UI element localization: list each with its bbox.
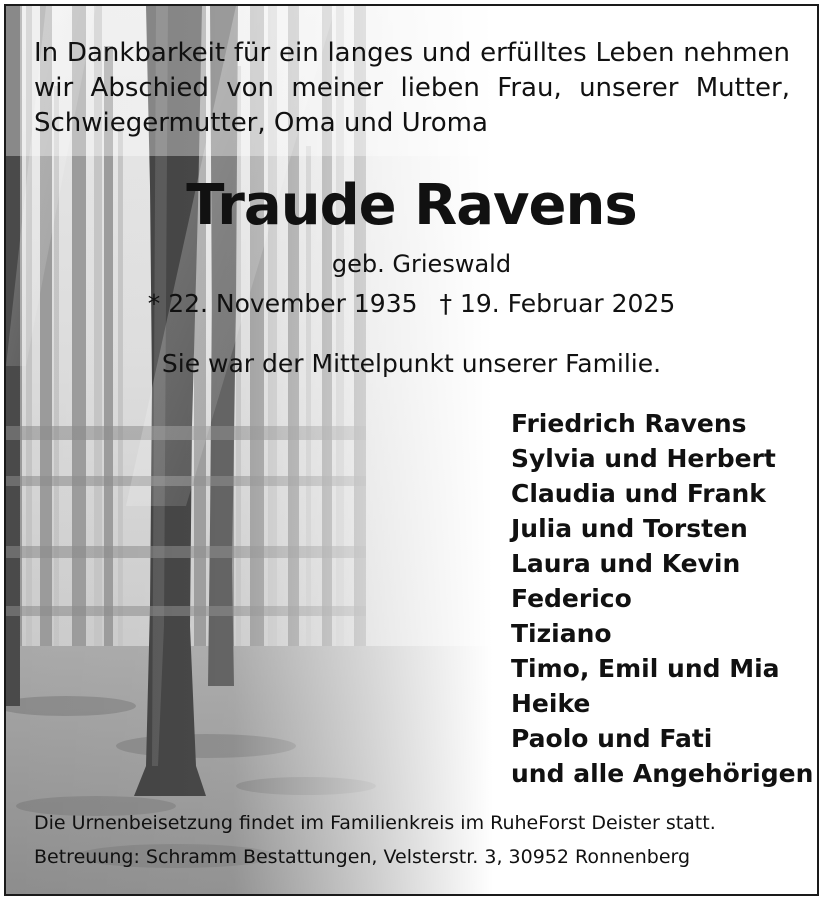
intro-text bbox=[34, 36, 790, 141]
obituary-notice bbox=[4, 4, 819, 896]
intro-line: wir Abschied von meiner lieben Frau, unserer Mutter, bbox=[34, 73, 790, 103]
birth-date: * 22. November 1935 bbox=[147, 289, 418, 318]
memorial-motto: Sie war der Mittelpunkt unserer Familie. bbox=[161, 349, 662, 378]
mourner-name: und alle Angehörigen bbox=[511, 759, 814, 788]
notice-content bbox=[6, 6, 817, 894]
funeral-home-info: Betreuung: Schramm Bestattungen, Velsterstr. 3, 30952 Ronnenberg bbox=[34, 846, 691, 868]
mourner-name: Federico bbox=[511, 584, 632, 613]
deceased-name: Traude Ravens bbox=[186, 173, 637, 238]
mourner-name: Timo, Emil und Mia bbox=[511, 654, 780, 683]
intro-line: In Dankbarkeit für ein langes und erfülltes Leben nehmen bbox=[34, 38, 790, 68]
mourner-name: Claudia und Frank bbox=[511, 479, 766, 508]
maiden-name: geb. Grieswald bbox=[331, 250, 512, 278]
burial-info: Die Urnenbeisetzung findet im Familienkreis im RuheForst Deister statt. bbox=[34, 812, 716, 834]
mourner-name: Heike bbox=[511, 689, 591, 718]
mourners-list bbox=[511, 406, 813, 791]
mourner-name: Tiziano bbox=[511, 619, 612, 648]
mourner-name: Friedrich Ravens bbox=[511, 409, 747, 438]
mourner-name: Paolo und Fati bbox=[511, 724, 713, 753]
notice-footer bbox=[34, 806, 716, 874]
mourner-name: Laura und Kevin bbox=[511, 549, 741, 578]
death-date: † 19. Februar 2025 bbox=[439, 289, 676, 318]
intro-line: Schwiegermutter, Oma und Uroma bbox=[34, 108, 488, 138]
mourner-name: Sylvia und Herbert bbox=[511, 444, 776, 473]
life-dates bbox=[6, 288, 817, 320]
mourner-name: Julia und Torsten bbox=[511, 514, 748, 543]
